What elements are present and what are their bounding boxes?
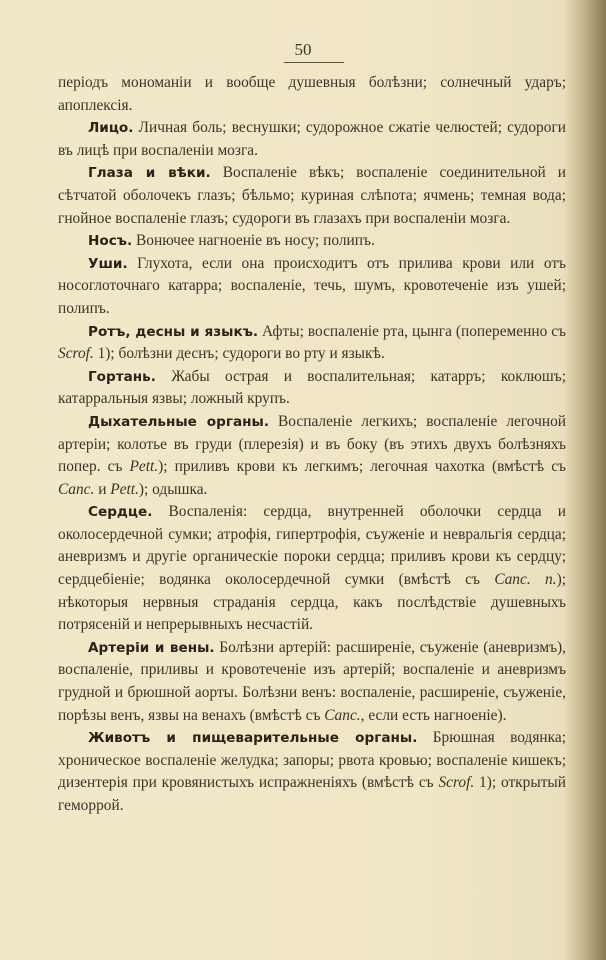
paragraph (58, 321, 566, 366)
paragraph-text: и (94, 480, 111, 498)
remedy-reference: Canc. n. (494, 571, 557, 589)
paragraph-text: , если есть нагноеніе). (360, 706, 507, 724)
remedy-reference: Canc. (58, 480, 95, 498)
paragraph-text: періодъ мономаніи и вообще душевныя болѣзни; солнечный ударъ; апоплексія. (58, 74, 566, 114)
paragraph (58, 162, 566, 230)
section-heading: Артеріи и вены. (88, 639, 215, 656)
remedy-reference: Pett. (110, 480, 139, 498)
section-heading: Животъ и пищеварительные органы. (88, 730, 418, 747)
paragraph-text: Воспаленіе вѣкъ; воспаленіе соединительной и сѣтчатой оболочекъ глазъ; бѣльмо; куриная слѣпота; ячмень; темная вода; гнойное воспаленіе глазъ; судороги въ глазахъ при воспаленіи мозга. (58, 164, 566, 227)
paragraph (58, 501, 566, 637)
remedy-reference: Scrof. (438, 774, 475, 792)
paragraph-text: Афты; воспаленіе рта, цынга (попеременно съ (258, 322, 567, 340)
paragraph (58, 366, 566, 411)
section-heading: Гортань. (88, 368, 156, 385)
section-heading: Лицо. (88, 120, 134, 137)
paragraph-text: Брюшная водянка; хроническое воспаленіе желудка; запоры; рвота кровью; воспаленіе кишекъ; дизентерія при кровянистыхъ испражненіяхъ (вмѣстѣ съ (58, 729, 566, 792)
header-rule (284, 62, 344, 63)
paragraph-text: Глухота, если она происходитъ отъ прилива крови или отъ носоглоточнаго катарра; воспаленіе, течь, шумъ, кровотеченіе изъ ушей; полипъ. (58, 254, 566, 317)
page-number: 50 (294, 40, 312, 59)
paragraph (58, 72, 566, 117)
paragraph-text: Вонючее нагноеніе въ носу; полипъ. (132, 232, 375, 250)
paragraph-text: ); нѣкоторыя нервныя страданія сердца, какъ послѣдствіе душевныхъ потрясеній и непрерывныхъ несчастій. (58, 571, 566, 634)
paragraph (58, 411, 566, 501)
paragraph (58, 637, 566, 727)
paragraph-text: Личная боль; веснушки; судорожное сжатіе челюстей; судороги въ лицѣ при воспаленіи мозга. (58, 119, 566, 159)
section-heading: Дыхательные органы. (88, 413, 270, 430)
remedy-reference: Canc. (324, 706, 361, 724)
section-heading: Носъ. (88, 233, 133, 250)
paragraph-text: Болѣзни артерій: расширеніе, съуженіе (аневризмъ), воспаленіе, приливы и кровотеченіе изъ артерій; воспаленіе и аневризмъ грудной и брюшной аорты. Болѣзни венъ: воспаленіе, расширеніе, съуженіе, порѣзы венъ, язвы на венахъ (вмѣстѣ съ (58, 638, 566, 724)
section-heading: Уши. (88, 255, 128, 272)
section-heading: Глаза и вѣки. (88, 165, 211, 182)
body-text (58, 72, 566, 818)
remedy-reference: Pett. (129, 458, 159, 476)
section-heading: Ротъ, десны и языкъ. (88, 323, 259, 340)
paragraph-text: 1); открытый геморрой. (58, 774, 566, 814)
paragraph (58, 253, 566, 321)
paragraph-text: Жабы острая и воспалительная; катарръ; коклюшъ; катарральныя язвы; ложный крупъ. (58, 367, 566, 408)
paragraph (58, 727, 566, 817)
paragraph-text: Воспаленія: сердца, внутренней оболочки сердца и околосердечной сумки; атрофія, гипертрофія, съуженіе и невральгія сердца; аневризмъ и другіе органическіе пороки сердца; приливъ крови къ сердцу; сердцебіеніе; водянка околосердечной сумки (вмѣстѣ съ (58, 503, 566, 589)
paragraph (58, 230, 566, 253)
paragraph-text: ); приливъ крови къ легкимъ; легочная чахотка (вмѣстѣ съ (158, 458, 566, 476)
section-heading: Сердце. (88, 504, 153, 521)
paragraph-text: 1); болѣзни деснъ; судороги во рту и языкѣ. (93, 345, 385, 363)
paragraph-text: ); одышка. (138, 480, 208, 498)
remedy-reference: Scrof. (58, 345, 94, 363)
paragraph (58, 117, 566, 162)
paragraph-text: Воспаленіе легкихъ; воспаленіе легочной артеріи; колотье въ груди (плерезія) и въ боку (въ этихъ двухъ болѣзняхъ попер. съ (58, 412, 567, 476)
